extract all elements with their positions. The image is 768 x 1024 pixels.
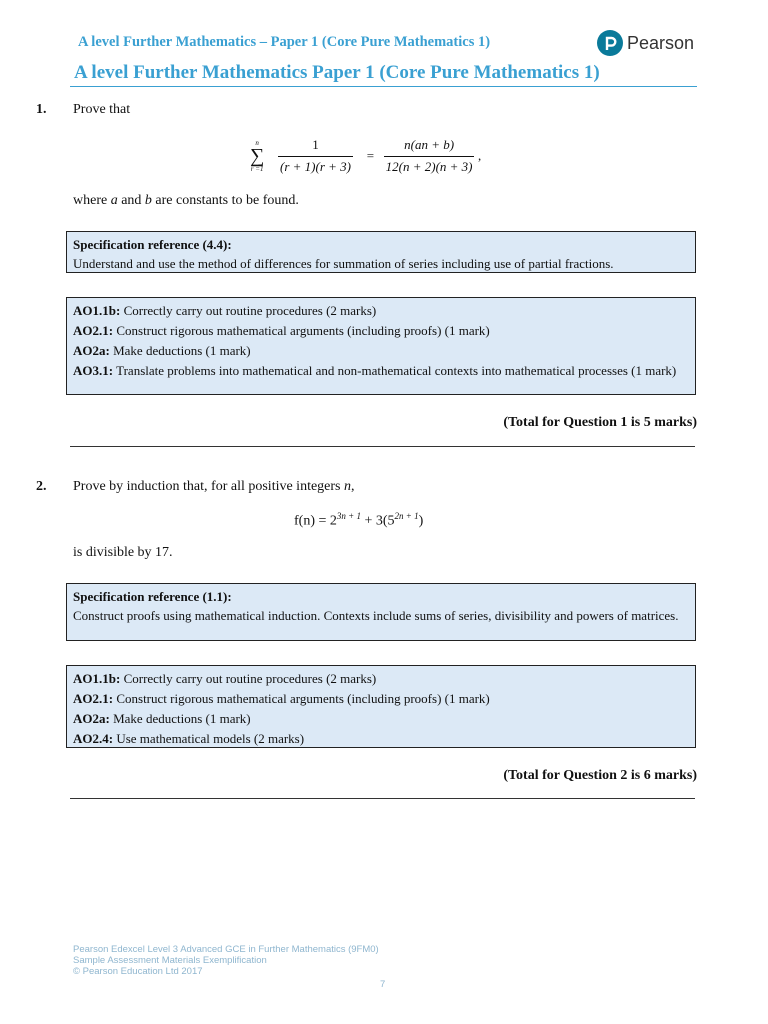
- question-2-spec-box: [66, 583, 696, 641]
- prompt-var-n: n: [344, 479, 352, 494]
- ao-text: Make deductions (1 mark): [109, 711, 251, 726]
- formula-lhs: f(n) = 2: [294, 513, 337, 529]
- lhs-denominator: (r + 1)(r + 3): [280, 159, 351, 174]
- ao-code: AO2.1:: [73, 691, 114, 706]
- ao-item: [73, 729, 689, 749]
- formula-exponent-1: 3n + 1: [336, 511, 361, 521]
- footer-line-1: Pearson Edexcel Level 3 Advanced GCE in Further Mathematics (9FM0): [73, 944, 379, 955]
- ao-item: [73, 689, 689, 709]
- question-2-ao-box: [66, 665, 696, 748]
- rhs-numerator: n(an + b): [384, 137, 474, 157]
- ao-item: [73, 301, 689, 321]
- ao-text: Construct rigorous mathematical arguments (including proofs) (1 mark): [113, 323, 490, 338]
- lhs-numerator: 1: [278, 137, 353, 157]
- question-2-after-text: is divisible by 17.: [73, 545, 173, 560]
- ao-text: Make deductions (1 mark): [109, 343, 251, 358]
- question-1-where-text: [73, 193, 299, 209]
- var-a: a: [110, 193, 118, 208]
- question-1-prompt: Prove that: [73, 102, 131, 117]
- rhs-denominator: 12(n + 2)(n + 3): [385, 159, 473, 174]
- var-b: b: [144, 193, 152, 208]
- question-1-ao-box: [66, 297, 696, 395]
- footer-line-2: Sample Assessment Materials Exemplification: [73, 955, 267, 966]
- equals-sign: =: [366, 148, 375, 163]
- ao-item: [73, 669, 689, 689]
- running-title: A level Further Mathematics – Paper 1 (Core Pure Mathematics 1): [78, 34, 491, 50]
- ao-code: AO1.1b:: [73, 303, 121, 318]
- question-2-prompt: [73, 479, 355, 495]
- sum-upper-limit: n: [255, 138, 259, 147]
- question-2-number: 2.: [36, 479, 47, 494]
- question-2-total: (Total for Question 2 is 6 marks): [503, 768, 697, 783]
- lhs-fraction: [278, 137, 353, 175]
- ao-code: AO2.4:: [73, 731, 114, 746]
- spec-title: Specification reference (4.4):: [73, 237, 232, 252]
- question-1-spec-box: [66, 231, 696, 273]
- ao-code: AO1.1b:: [73, 671, 121, 686]
- spec-title: Specification reference (1.1):: [73, 589, 232, 604]
- spec-text: Understand and use the method of differences for summation of series including use of partial fractions.: [73, 256, 614, 271]
- question-1-total: (Total for Question 1 is 5 marks): [503, 415, 697, 430]
- pearson-logo-text: Pearson: [627, 32, 695, 53]
- question-2-separator: [70, 798, 695, 799]
- question-1-separator: [70, 446, 695, 447]
- ao-item: [73, 341, 689, 361]
- prompt-end: ,: [351, 479, 355, 494]
- ao-code: AO2.1:: [73, 323, 114, 338]
- ao-code: AO2a:: [73, 711, 110, 726]
- pearson-logo-icon: [597, 30, 623, 56]
- ao-code: AO3.1:: [73, 363, 114, 378]
- section-title: A level Further Mathematics Paper 1 (Core Pure Mathematics 1): [74, 62, 600, 83]
- prompt-start: Prove by induction that, for all positive integers: [73, 479, 345, 494]
- formula-end: ): [418, 513, 424, 529]
- question-1-equation: [250, 134, 481, 178]
- summation: [250, 140, 264, 173]
- sigma-symbol: ∑: [250, 144, 265, 167]
- where-and: and: [117, 193, 145, 208]
- ao-text: Correctly carry out routine procedures (2 marks): [120, 671, 377, 686]
- header-rule: [70, 86, 697, 87]
- pearson-logo: [597, 30, 694, 56]
- ao-text: Construct rigorous mathematical arguments (including proofs) (1 mark): [113, 691, 490, 706]
- ao-text: Use mathematical models (2 marks): [113, 731, 305, 746]
- rhs-fraction: [384, 137, 474, 175]
- ao-text: Translate problems into mathematical and non-mathematical contexts into mathematical processes (1 mark): [113, 363, 677, 378]
- question-1-number: 1.: [36, 102, 47, 117]
- ao-code: AO2a:: [73, 343, 110, 358]
- ao-item: [73, 709, 689, 729]
- ao-text: Correctly carry out routine procedures (2 marks): [120, 303, 377, 318]
- where-rest: are constants to be found.: [151, 193, 299, 208]
- spec-text: Construct proofs using mathematical induction. Contexts include sums of series, divisibility and powers of matrices.: [73, 608, 679, 623]
- page-number: 7: [380, 979, 386, 990]
- question-2-formula: [294, 511, 423, 530]
- ao-item: [73, 321, 689, 341]
- footer: [73, 944, 379, 977]
- footer-line-3: © Pearson Education Ltd 2017: [73, 966, 203, 977]
- ao-item: [73, 363, 689, 379]
- formula-exponent-2: 2n + 1: [394, 511, 419, 521]
- where-prefix: where: [73, 193, 111, 208]
- equation-trailing-comma: ,: [478, 148, 482, 163]
- formula-mid: + 3(5: [360, 513, 395, 529]
- sum-lower-limit: r =1: [250, 164, 264, 173]
